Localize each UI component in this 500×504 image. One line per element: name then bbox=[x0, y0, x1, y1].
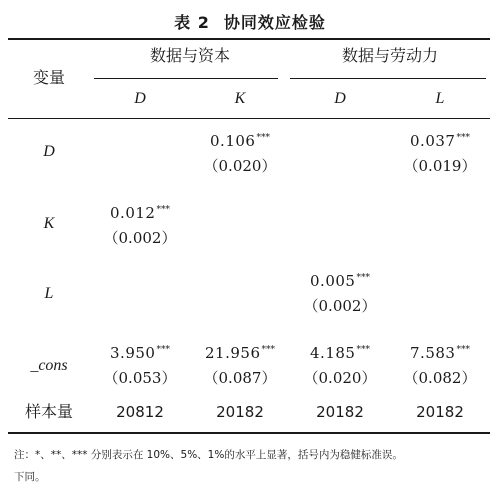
sample-size-col3: 20182 bbox=[316, 403, 364, 421]
se-cons-col4: （0.082） bbox=[403, 369, 477, 387]
group-header-capital: 数据与资本 bbox=[149, 46, 230, 65]
table-title bbox=[0, 10, 500, 33]
coef-cons-col2 bbox=[190, 340, 290, 363]
sample-size-col4: 20182 bbox=[416, 403, 464, 421]
coef-cons-col4 bbox=[390, 340, 490, 363]
sample-size-col2: 20182 bbox=[216, 403, 264, 421]
group-underline-labor bbox=[290, 78, 486, 79]
coef-d-l-col bbox=[390, 128, 490, 151]
significance-stars: *** bbox=[261, 345, 275, 355]
table-note bbox=[14, 444, 494, 488]
coefficient-value: 0.106 bbox=[210, 132, 256, 150]
se-d-k-col: （0.020） bbox=[203, 157, 277, 175]
row-label-d: D bbox=[43, 143, 55, 160]
significance-stars: *** bbox=[356, 273, 370, 283]
se-cons-col1: （0.053） bbox=[103, 369, 177, 387]
coefficient-value: 0.005 bbox=[310, 272, 356, 290]
coef-l-d-col bbox=[290, 268, 390, 291]
coefficient-value: 0.037 bbox=[410, 132, 456, 150]
row-label-k: K bbox=[43, 215, 55, 232]
table-title-text: 协同效应检验 bbox=[223, 13, 326, 32]
coefficient-value: 0.012 bbox=[110, 204, 156, 222]
note-line-2: 下同。 bbox=[14, 471, 46, 483]
column-header-l: L bbox=[435, 90, 445, 107]
header-rule bbox=[8, 118, 490, 119]
group-underline-capital bbox=[94, 78, 278, 79]
table-number: 表 2 bbox=[174, 13, 210, 32]
row-label-sample-size: 样本量 bbox=[24, 402, 73, 421]
note-line-1: 注：*、**、*** 分别表示在 10%、5%、1%的水平上显著，括号内为稳健标准误。 bbox=[14, 449, 403, 461]
significance-stars: *** bbox=[456, 345, 470, 355]
column-header-d-labor: D bbox=[334, 90, 346, 107]
coef-k-d-col bbox=[90, 200, 190, 223]
se-d-l-col: （0.019） bbox=[403, 157, 477, 175]
coef-d-k-col bbox=[190, 128, 290, 151]
significance-stars: *** bbox=[256, 133, 270, 143]
significance-stars: *** bbox=[156, 205, 170, 215]
group-header-labor: 数据与劳动力 bbox=[341, 46, 438, 65]
coef-cons-col1 bbox=[90, 340, 190, 363]
se-k-d-col: （0.002） bbox=[103, 229, 177, 247]
se-cons-col3: （0.020） bbox=[303, 369, 377, 387]
row-label-cons: _cons bbox=[30, 357, 68, 374]
coef-cons-col3 bbox=[290, 340, 390, 363]
se-cons-col2: （0.087） bbox=[203, 369, 277, 387]
se-l-d-col: （0.002） bbox=[303, 297, 377, 315]
coefficient-value: 21.956 bbox=[205, 344, 261, 362]
stub-header: 变量 bbox=[32, 68, 65, 87]
coefficient-value: 3.950 bbox=[110, 344, 156, 362]
bottom-rule bbox=[8, 432, 490, 434]
top-rule bbox=[8, 38, 490, 40]
row-label-l: L bbox=[44, 285, 54, 302]
column-header-d-capital: D bbox=[134, 90, 146, 107]
significance-stars: *** bbox=[156, 345, 170, 355]
sample-size-col1: 20812 bbox=[116, 403, 164, 421]
coefficient-value: 4.185 bbox=[310, 344, 356, 362]
coefficient-value: 7.583 bbox=[410, 344, 456, 362]
column-header-k: K bbox=[234, 90, 246, 107]
significance-stars: *** bbox=[456, 133, 470, 143]
significance-stars: *** bbox=[356, 345, 370, 355]
